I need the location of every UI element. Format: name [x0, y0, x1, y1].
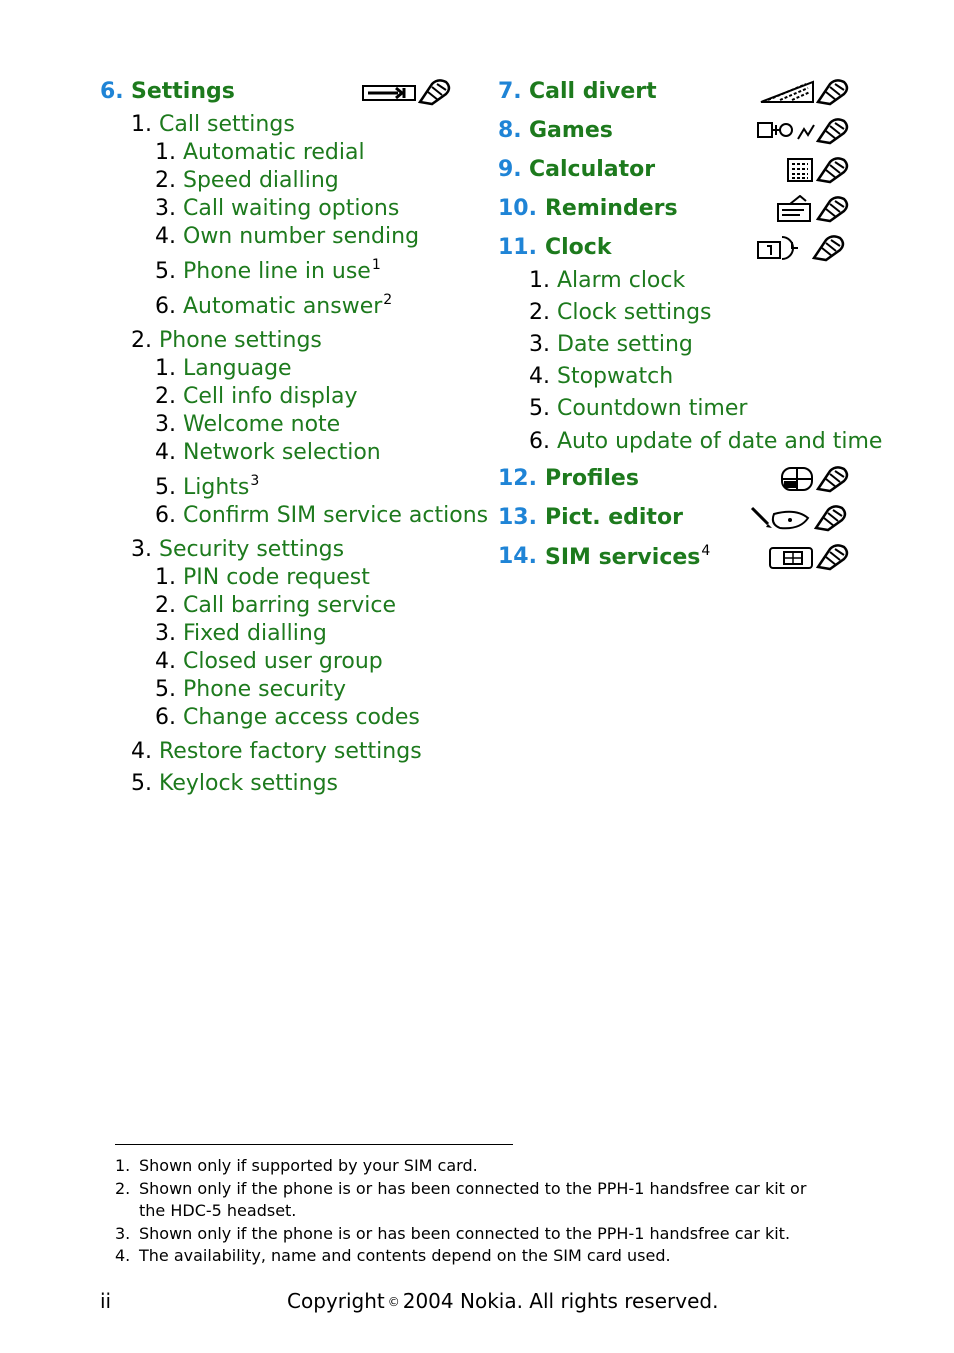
- submenu-item: 6. Change access codes: [155, 705, 420, 730]
- menu-item-keylock-settings: 5. Keylock settings: [131, 771, 339, 796]
- menu-heading-call-divert: 7. Call divert: [498, 72, 858, 111]
- copyright-symbol: ©: [387, 1295, 400, 1309]
- menu-heading-pict-editor: 13. Pict. editor: [498, 498, 858, 537]
- submenu-item: 6. Auto update of date and time: [529, 429, 883, 454]
- submenu-item: 4. Closed user group: [155, 649, 383, 674]
- menu-number: 6.: [100, 79, 124, 104]
- footnote: 1. Shown only if supported by your SIM card.: [115, 1156, 478, 1175]
- copyright-notice: Copyright © 2004 Nokia. All rights reserved.: [287, 1289, 719, 1313]
- right-menu-column: [498, 72, 883, 576]
- submenu-item: 2. Speed dialling: [155, 168, 339, 193]
- submenu-item: 1. Alarm clock: [529, 268, 686, 293]
- submenu-item: 6. Automatic answer$^2$: [155, 292, 393, 319]
- menu-heading-reminders: 10. Reminders: [498, 189, 858, 228]
- submenu-item: 5. Countdown timer: [529, 396, 748, 421]
- menu-heading-clock: 11. Clock: [498, 228, 858, 267]
- clock-icon: [756, 234, 850, 262]
- page-number: ii: [100, 1289, 112, 1313]
- footnote: 4. The availability, name and contents depend on the SIM card used.: [115, 1246, 671, 1265]
- submenu-item: 3. Date setting: [529, 332, 693, 357]
- submenu-item: 4. Stopwatch: [529, 364, 674, 389]
- menu-title: Settings: [131, 79, 235, 104]
- submenu-item: 1. Automatic redial: [155, 140, 365, 165]
- menu-heading-calculator: 9. Calculator: [498, 150, 858, 189]
- submenu-item: 3. Welcome note: [155, 412, 341, 437]
- submenu-item: 3. Fixed dialling: [155, 621, 327, 646]
- menu-heading-settings: [100, 72, 460, 111]
- submenu-item: 6. Confirm SIM service actions: [155, 503, 489, 528]
- calculator-icon: [786, 156, 850, 184]
- submenu-item: 5. Phone line in use$^1$: [155, 257, 381, 284]
- submenu-item: 1. Language: [155, 356, 292, 381]
- reminders-icon: [776, 195, 852, 223]
- menu-heading-games: 8. Games: [498, 111, 858, 150]
- submenu-item: 2. Clock settings: [529, 300, 712, 325]
- footnote: 2. Shown only if the phone is or has been connected to the PPH-1 handsfree car kit or the HDC-5 headset.: [115, 1178, 807, 1220]
- submenu-item: 3. Call waiting options: [155, 196, 400, 221]
- profiles-icon: [780, 465, 852, 493]
- call-divert-icon: [760, 78, 850, 106]
- pict-editor-icon: [750, 504, 850, 532]
- games-icon: [756, 117, 850, 145]
- footnote: 3. Shown only if the phone is or has been connected to the PPH-1 handsfree car kit.: [115, 1223, 791, 1243]
- submenu-item: 1. PIN code request: [155, 565, 370, 590]
- submenu-item: 2. Call barring service: [155, 593, 397, 618]
- submenu-item: 4. Own number sending: [155, 224, 420, 249]
- menu-item-security-settings: 3. Security settings: [131, 537, 345, 562]
- footnote-ref: 4: [701, 543, 711, 559]
- menu-item-call-settings: 1. Call settings: [131, 112, 295, 137]
- submenu-item: 5. Lights$^3$: [155, 473, 260, 500]
- menu-item-phone-settings: 2. Phone settings: [131, 328, 322, 353]
- settings-wrench-icon: [362, 78, 452, 106]
- menu-heading-sim-services: 14. SIM services$^4$: [498, 537, 858, 576]
- menu-heading-profiles: 12. Profiles: [498, 459, 858, 498]
- submenu-item: 2. Cell info display: [155, 384, 358, 409]
- submenu-item: 4. Network selection: [155, 440, 381, 465]
- footnote-ref: 1: [371, 257, 381, 273]
- menu-item-restore-factory-settings: 4. Restore factory settings: [131, 739, 422, 764]
- footnotes: [115, 1155, 835, 1268]
- footnote-rule: [115, 1144, 513, 1145]
- submenu-item: 5. Phone security: [155, 677, 346, 702]
- footnote-ref: 2: [383, 292, 393, 308]
- sim-services-icon: [768, 543, 852, 571]
- left-menu-column: [100, 72, 489, 798]
- footnote-ref: 3: [250, 473, 260, 489]
